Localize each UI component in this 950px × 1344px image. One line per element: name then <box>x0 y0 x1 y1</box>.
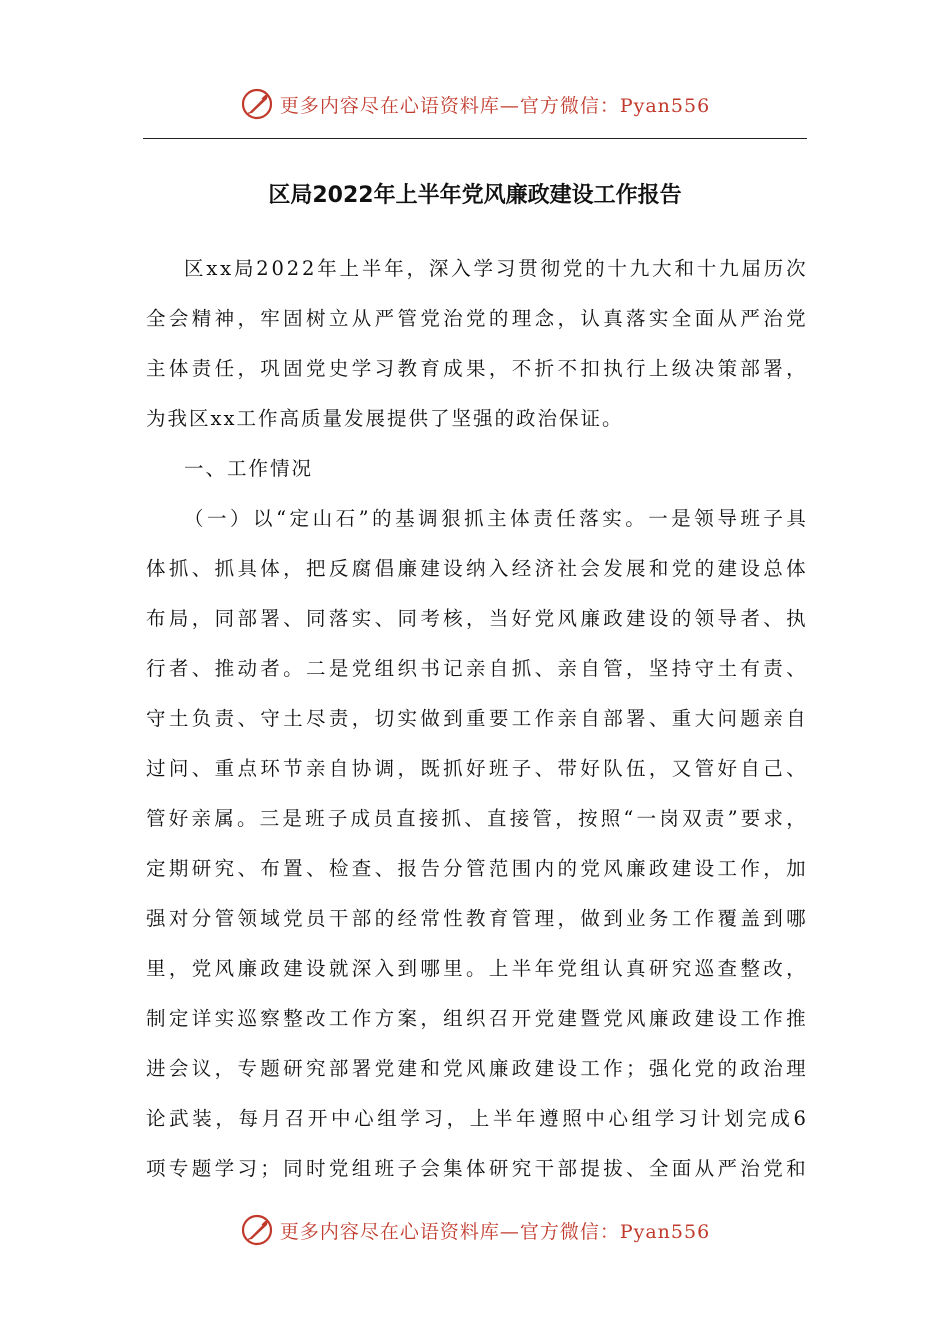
quill-logo-icon <box>240 1213 274 1247</box>
paragraph-line: 守 土 负 责 、 守 土 尽 责 ， 切 实 做 到 重 要 工 作 亲 自 部 署 、 重 大 问 题 亲 自 <box>146 707 806 730</box>
document-title: 区局2022年上半年党风廉政建设工作报告 <box>268 183 682 208</box>
quill-logo-icon <box>240 87 274 121</box>
paragraph-line: 强 对 分 管 领 域 党 员 干 部 的 经 常 性 教 育 管 理 ， 做 到 业 务 工 作 覆 盖 到 哪 <box>146 907 806 930</box>
paragraph-line: 体 抓 、 抓 具 体 ， 把 反 腐 倡 廉 建 设 纳 入 经 济 社 会 发 展 和 党 的 建 设 总 体 <box>146 557 806 580</box>
paragraph-line: 管 好 亲 属 。 三 是 班 子 成 员 直 接 抓 、 直 接 管 ， 按 照 “ 一 岗 双 责 ” 要 求 ， <box>146 807 806 830</box>
paragraph-line: 区 x x 局 2 0 2 2 年 上 半 年 ， 深 入 学 习 贯 彻 党 的 十 九 大 和 十 九 届 历 次 <box>184 257 806 280</box>
watermark-text: 更多内容尽在心语资料库—官方微信：Pyan556 <box>279 1220 711 1243</box>
paragraph-line: 主 体 责 任 ， 巩 固 党 史 学 习 教 育 成 果 ， 不 折 不 扣 执 行 上 级 决 策 部 署 ， <box>146 357 806 380</box>
document-body <box>146 244 806 1194</box>
paragraph-line: 全 会 精 神 ， 牢 固 树 立 从 严 管 党 治 党 的 理 念 ， 认 真 落 实 全 面 从 严 治 党 <box>146 307 806 330</box>
paragraph-line: 布 局 ， 同 部 署 、 同 落 实 、 同 考 核 ， 当 好 党 风 廉 政 建 设 的 领 导 者 、 执 <box>146 607 806 630</box>
paragraph-line: （ 一 ） 以 “ 定 山 石 ” 的 基 调 狠 抓 主 体 责 任 落 实 。 一 是 领 导 班 子 具 <box>184 507 806 530</box>
watermark-text: 更多内容尽在心语资料库—官方微信：Pyan556 <box>279 94 711 117</box>
header-divider <box>143 138 807 139</box>
paragraph-line: 过 问 、 重 点 环 节 亲 自 协 调 ， 既 抓 好 班 子 、 带 好 队 伍 ， 又 管 好 自 己 、 <box>146 757 806 780</box>
paragraph-line: 论 武 装 ， 每 月 召 开 中 心 组 学 习 ， 上 半 年 遵 照 中 心 组 学 习 计 划 完 成 6 <box>146 1107 806 1130</box>
footer-watermark <box>0 1210 950 1250</box>
paragraph-line: 进 会 议 ， 专 题 研 究 部 署 党 建 和 党 风 廉 政 建 设 工 作 ； 强 化 党 的 政 治 理 <box>146 1057 806 1080</box>
paragraph-line: 项 专 题 学 习 ； 同 时 党 组 班 子 会 集 体 研 究 干 部 提 拔 、 全 面 从 严 治 党 和 <box>146 1157 806 1180</box>
paragraph-line: 为我区xx工作高质量发展提供了坚强的政治保证。 <box>146 407 624 430</box>
paragraph-line: 里 ， 党 风 廉 政 建 设 就 深 入 到 哪 里 。 上 半 年 党 组 认 真 研 究 巡 查 整 改 ， <box>146 957 806 980</box>
section-heading: 一、工作情况 <box>184 457 314 480</box>
paragraph-line: 定 期 研 究 、 布 置 、 检 查 、 报 告 分 管 范 围 内 的 党 风 廉 政 建 设 工 作 ， 加 <box>146 857 806 880</box>
paragraph-line: 制 定 详 实 巡 察 整 改 工 作 方 案 ， 组 织 召 开 党 建 暨 党 风 廉 政 建 设 工 作 推 <box>146 1007 806 1030</box>
header-watermark <box>0 84 950 124</box>
paragraph-line: 行 者 、 推 动 者 。 二 是 党 组 织 书 记 亲 自 抓 、 亲 自 管 ， 坚 持 守 土 有 责 、 <box>146 657 806 680</box>
